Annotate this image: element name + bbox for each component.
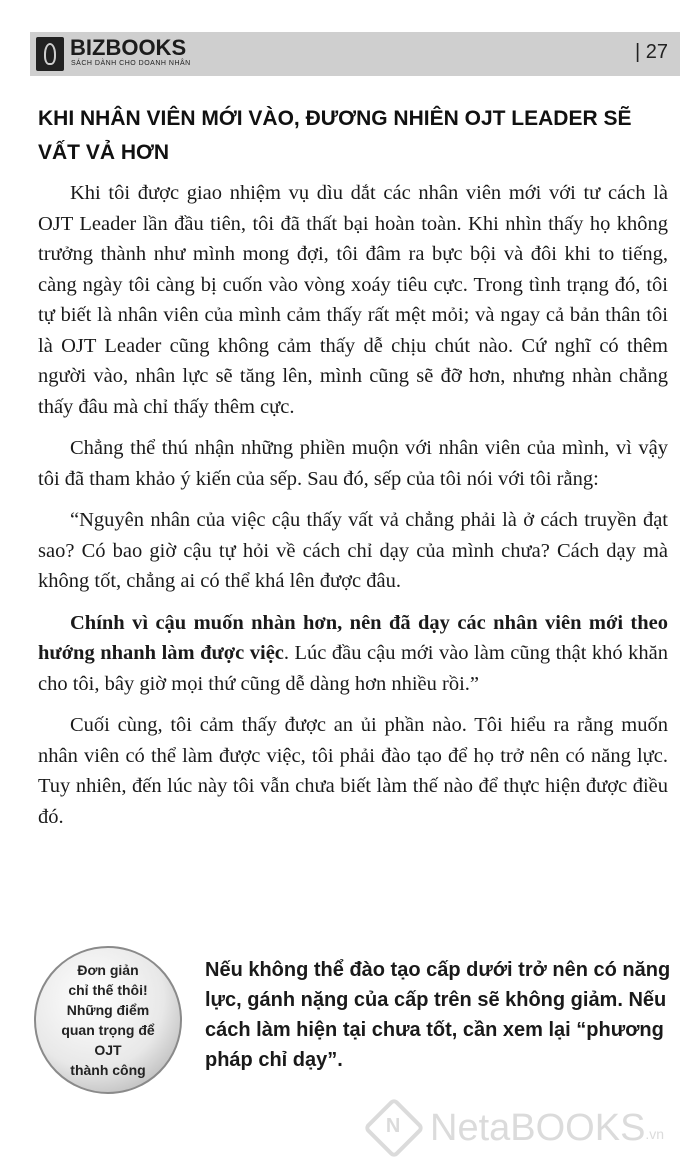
tip-bubble-text: Đơn giản chỉ thế thôi! Những điểm quan trọng để OJT thành công (61, 962, 155, 1078)
watermark-text: NetaBOOKS (430, 1106, 646, 1149)
paragraph: Chẳng thể thú nhận những phiền muộn với nhân viên của mình, vì vậy tôi đã tham khảo ý kiến của sếp. Sau đó, sếp của tôi nói với tôi rằng: (38, 437, 668, 490)
paragraph-emphasis (38, 608, 668, 700)
body-text (38, 178, 668, 843)
watermark (372, 1106, 664, 1150)
netabooks-logo-icon: N (363, 1097, 425, 1159)
bold-phrase: Chính vì cậu muốn nhàn hơn, nên đã dạy các nhân viên mới theo hướng nhanh làm được việc (38, 611, 668, 664)
paragraph: “Nguyên nhân của việc cậu thấy vất vả chẳng phải là ở cách truyền đạt sao? Có bao giờ cậu tự hỏi về cách chỉ dạy của mình chưa? Cách dạy mà không tốt, chẳng ai có thể khá lên được đâu. (38, 509, 668, 592)
paragraph-rest: . Lúc đầu cậu mới vào làm cũng thật khó khăn cho tôi, bây giờ mọi thứ cũng dễ dàng hơn nhiều rồi.” (38, 642, 668, 695)
watermark-suffix: .vn (645, 1126, 665, 1142)
tip-bubble (34, 946, 182, 1094)
brand-tagline: SÁCH DÀNH CHO DOANH NHÂN (71, 60, 191, 67)
paragraph: Khi tôi được giao nhiệm vụ dìu dắt các nhân viên mới với tư cách là OJT Leader lần đầu tiên, tôi đã thất bại hoàn toàn. Khi nhìn thấy họ không trưởng thành như mình mong đợi, tôi đâm ra bực bội và đôi khi to tiếng, càng ngày tôi càng bị cuốn vào vòng xoáy tiêu cực. Trong tình trạng đó, tôi tự biết là nhân viên của mình cảm thấy rất mệt mỏi; và ngay cả bản thân tôi là OJT Leader cũng không cảm thấy dễ chịu chút nào. Cứ nghĩ có thêm người vào, nhân lực sẽ tăng lên, mình cũng sẽ đỡ hơn, nhưng nhàn chẳng thấy đâu mà chỉ thấy thêm cực. (38, 182, 668, 418)
key-takeaway: Nếu không thể đào tạo cấp dưới trở nên có năng lực, gánh nặng của cấp trên sẽ không giảm. Nếu cách làm hiện tại chưa tốt, cần xem lại “phương pháp chỉ dạy”. (205, 959, 671, 1071)
page-header (30, 32, 680, 76)
paragraph: Cuối cùng, tôi cảm thấy được an ủi phần nào. Tôi hiểu ra rằng muốn nhân viên có thể làm được việc, tôi phải đào tạo để họ trở nên có năng lực. Tuy nhiên, đến lúc này tôi vẫn chưa biết làm thế nào để thực hiện được điều đó. (38, 714, 668, 828)
bizbooks-logo-icon (36, 37, 64, 71)
section-heading: KHI NHÂN VIÊN MỚI VÀO, ĐƯƠNG NHIÊN OJT LEADER SẼ VẤT VẢ HƠN (38, 107, 632, 164)
page-number: | 27 (635, 41, 668, 63)
brand-name: BIZBOOKS (70, 35, 187, 60)
